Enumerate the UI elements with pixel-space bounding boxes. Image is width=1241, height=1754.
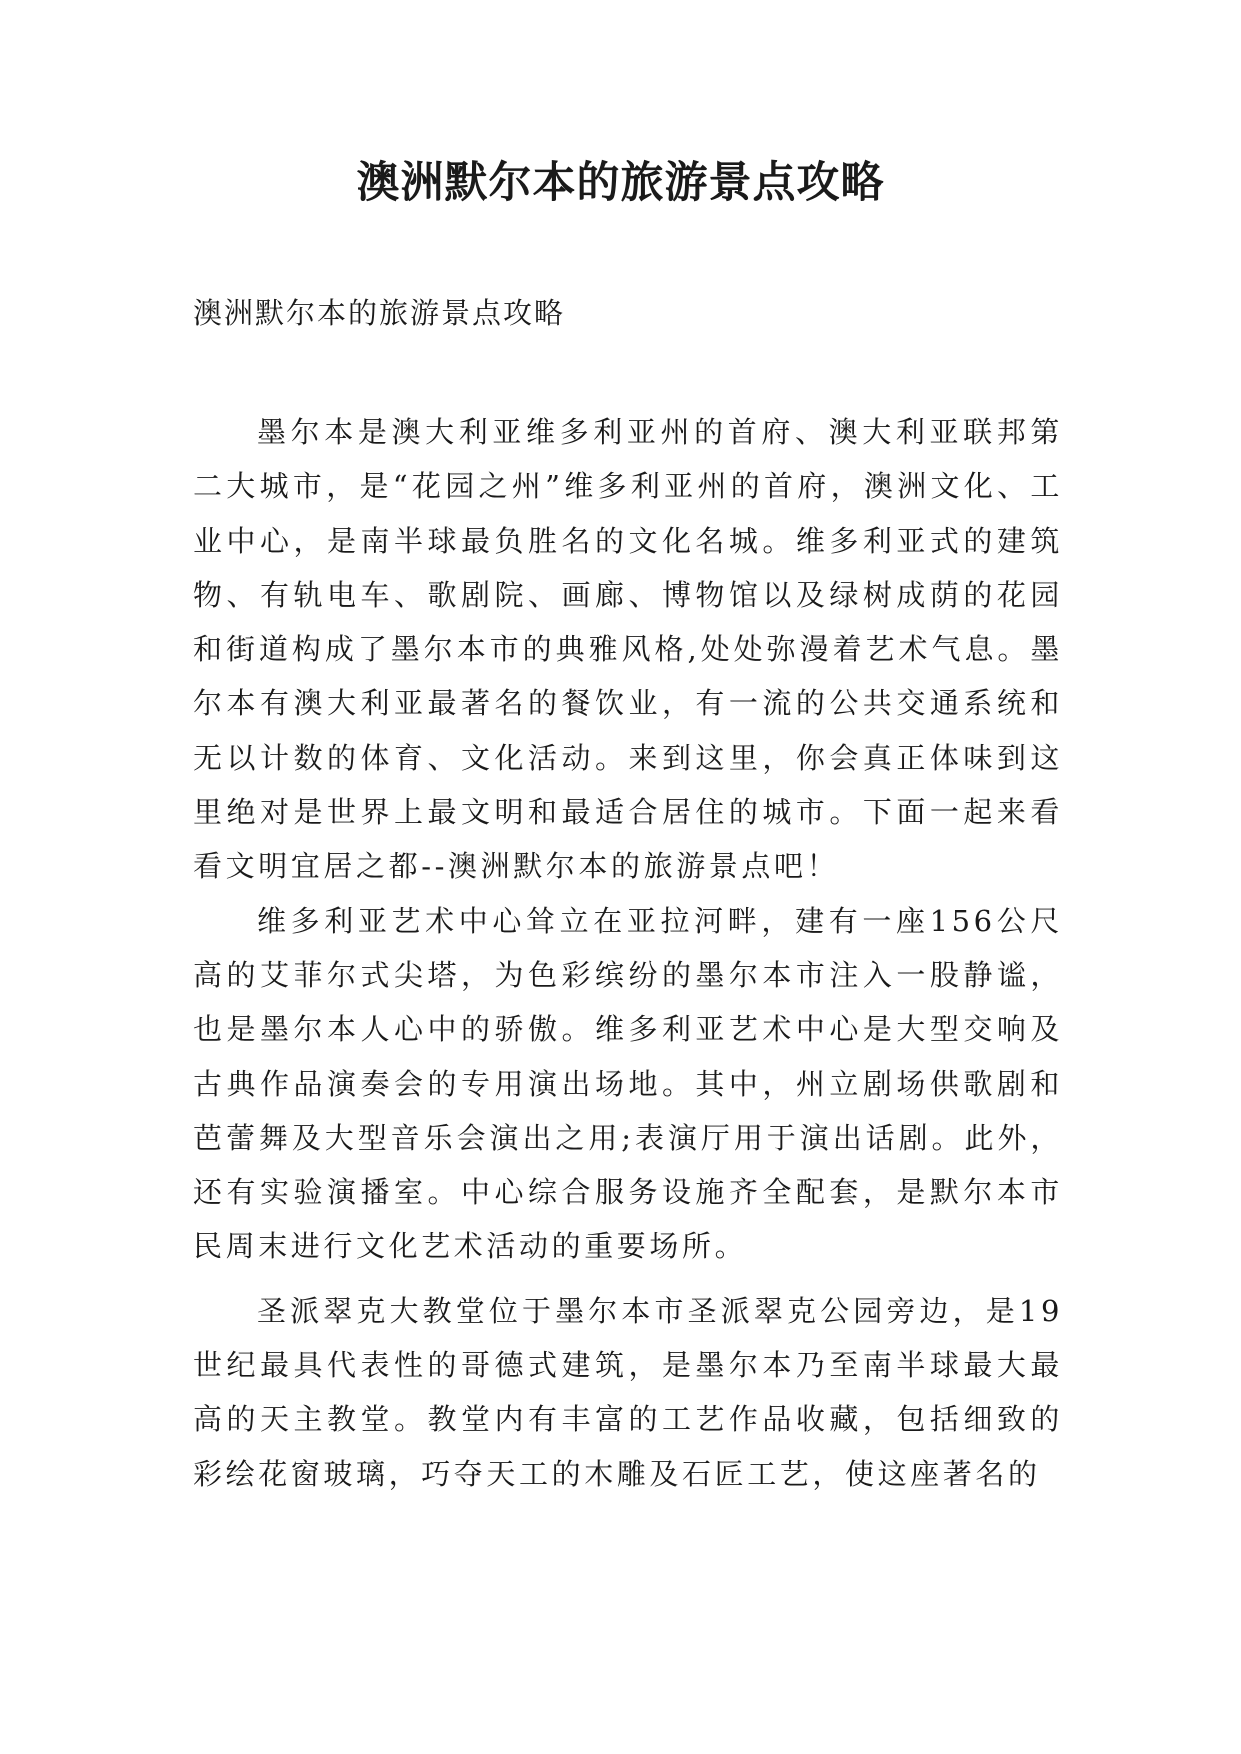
paragraph-arts-centre: 维多利亚艺术中心耸立在亚拉河畔，建有一座156公尺高的艾菲尔式尖塔，为色彩缤纷的墨尔本市注入一股静谧，也是墨尔本人心中的骄傲。维多利亚艺术中心是大型交响及古典作品演奏会的专用演出场地。其中，州立剧场供歌剧和芭蕾舞及大型音乐会演出之用;表演厅用于演出话剧。此外，还有实验演播室。中心综合服务设施齐全配套，是默尔本市民周末进行文化艺术活动的重要场所。 — [193, 903, 1063, 1264]
document-subtitle: 澳洲默尔本的旅游景点攻略 — [193, 296, 566, 330]
paragraph-intro: 墨尔本是澳大利亚维多利亚州的首府、澳大利亚联邦第二大城市，是“花园之州”维多利亚州的首府，澳洲文化、工业中心，是南半球最负胜名的文化名城。维多利亚式的建筑物、有轨电车、歌剧院、画廊、博物馆以及绿树成荫的花园和街道构成了墨尔本市的典雅风格,处处弥漫着艺术气息。墨尔本有澳大利亚最著名的餐饮业，有一流的公共交通系统和无以计数的体育、文化活动。来到这里，你会真正体味到这里绝对是世界上最文明和最适合居住的城市。下面一起来看看文明宜居之都--澳洲默尔本的旅游景点吧！ — [193, 415, 1063, 884]
paragraph-cathedral: 圣派翠克大教堂位于墨尔本市圣派翠克公园旁边，是19世纪最具代表性的哥德式建筑，是墨尔本乃至南半球最大最高的天主教堂。教堂内有丰富的工艺作品收藏，包括细致的彩绘花窗玻璃，巧夺天工的木雕及石匠工艺，使这座著名的 — [193, 1293, 1063, 1491]
document-body — [193, 405, 1063, 1501]
document-title: 澳洲默尔本的旅游景点攻略 — [356, 158, 885, 208]
